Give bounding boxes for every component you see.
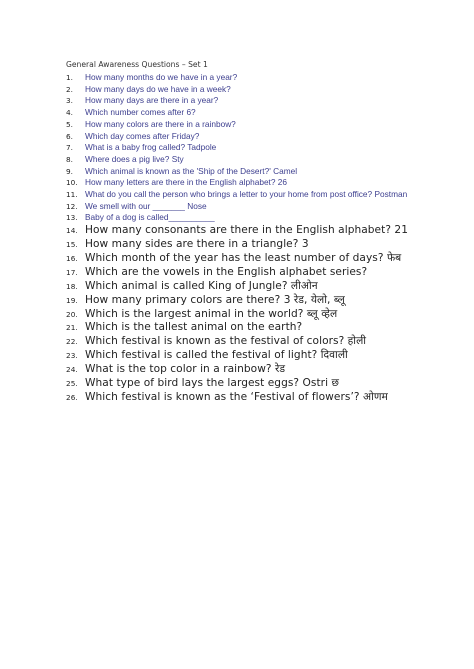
item-number: 13. — [66, 213, 78, 223]
item-text: How many days are there in a year? — [85, 95, 219, 106]
item-number: 5. — [66, 119, 73, 129]
item-number: 3. — [66, 96, 73, 106]
item-number: 25. — [66, 379, 78, 389]
list-item — [66, 166, 466, 178]
list-item — [66, 201, 466, 213]
list-item — [66, 308, 466, 322]
item-number: 17. — [66, 267, 78, 277]
item-text: Which number comes after 6? — [85, 107, 196, 118]
item-number: 18. — [66, 281, 78, 291]
item-number: 12. — [66, 201, 78, 211]
list-item — [66, 72, 466, 84]
item-number: 21. — [66, 323, 78, 333]
list-item — [66, 294, 466, 308]
item-number: 24. — [66, 365, 78, 375]
item-text: Which animal is called King of Jungle? लीओन — [85, 279, 318, 292]
list-item — [66, 335, 466, 349]
list-item — [66, 154, 466, 166]
document-title: General Awareness Questions – Set 1 — [66, 60, 208, 69]
item-number: 26. — [66, 393, 78, 403]
list-item — [66, 189, 466, 201]
list-item — [66, 280, 466, 294]
item-text: How many consonants are there in the English alphabet? 21 — [85, 224, 408, 237]
item-number: 11. — [66, 190, 78, 200]
list-item — [66, 363, 466, 377]
item-text: How many months do we have in a year? — [85, 72, 238, 82]
list-item — [66, 177, 466, 189]
item-text: What do you call the person who brings a letter to your home from post office? Postman — [85, 189, 408, 200]
item-number: 19. — [66, 295, 78, 305]
item-number: 8. — [66, 154, 73, 164]
list-item — [66, 252, 466, 266]
list-item — [66, 212, 466, 224]
item-number: 23. — [66, 351, 78, 361]
item-number: 1. — [66, 73, 73, 82]
question-list — [66, 72, 466, 405]
item-text: What is a baby frog called? Tadpole — [85, 142, 217, 153]
item-text: Which animal is known as the 'Ship of the Desert?' Camel — [85, 165, 298, 176]
item-text: Which are the vowels in the English alphabet series? — [85, 265, 368, 278]
item-text: What type of bird lays the largest eggs? Ostri छ — [85, 377, 339, 390]
list-item — [66, 131, 466, 143]
item-text: Baby of a dog is called__________ — [85, 212, 215, 223]
item-number: 10. — [66, 178, 78, 188]
list-item — [66, 119, 466, 131]
item-text: Which month of the year has the least number of days? फेब — [85, 251, 402, 264]
item-text: How many colors are there in a rainbow? — [85, 118, 236, 129]
list-item — [66, 238, 466, 252]
item-number: 15. — [66, 240, 78, 250]
list-item — [66, 107, 466, 119]
item-number: 7. — [66, 143, 73, 153]
item-text: Where does a pig live? Sty — [85, 153, 184, 164]
item-text: Which day comes after Friday? — [85, 130, 200, 141]
item-text: Which festival is called the festival of light? दिवाली — [85, 349, 348, 362]
item-text: How many days do we have in a week? — [85, 83, 231, 94]
item-text: How many sides are there in a triangle? 3 — [85, 238, 309, 251]
list-item — [66, 142, 466, 154]
item-number: 14. — [66, 226, 78, 236]
item-text: How many letters are there in the English alphabet? 26 — [85, 177, 288, 188]
item-text: How many primary colors are there? 3 रेड, येलो, ब्लू — [85, 293, 345, 306]
list-item — [66, 95, 466, 107]
list-item — [66, 84, 466, 96]
item-number: 4. — [66, 108, 73, 118]
item-number: 16. — [66, 253, 78, 263]
list-item — [66, 321, 466, 335]
item-number: 22. — [66, 337, 78, 347]
item-number: 9. — [66, 166, 73, 176]
list-item — [66, 377, 466, 391]
item-text: Which is the tallest animal on the earth? — [85, 321, 303, 334]
item-text: What is the top color in a rainbow? रेड — [85, 363, 286, 376]
item-text: Which is the largest animal in the world? ब्लू व्हेल — [85, 307, 338, 320]
item-text: Which festival is known as the ‘Festival of flowers’? ओणम — [85, 391, 388, 404]
item-number: 6. — [66, 131, 73, 141]
item-number: 20. — [66, 309, 78, 319]
list-item — [66, 224, 466, 238]
list-item — [66, 349, 466, 363]
list-item — [66, 266, 466, 280]
item-text: Which festival is known as the festival of colors? होली — [85, 335, 367, 348]
item-text: We smell with our _______ Nose — [85, 200, 207, 211]
item-number: 2. — [66, 84, 73, 94]
list-item — [66, 391, 466, 405]
